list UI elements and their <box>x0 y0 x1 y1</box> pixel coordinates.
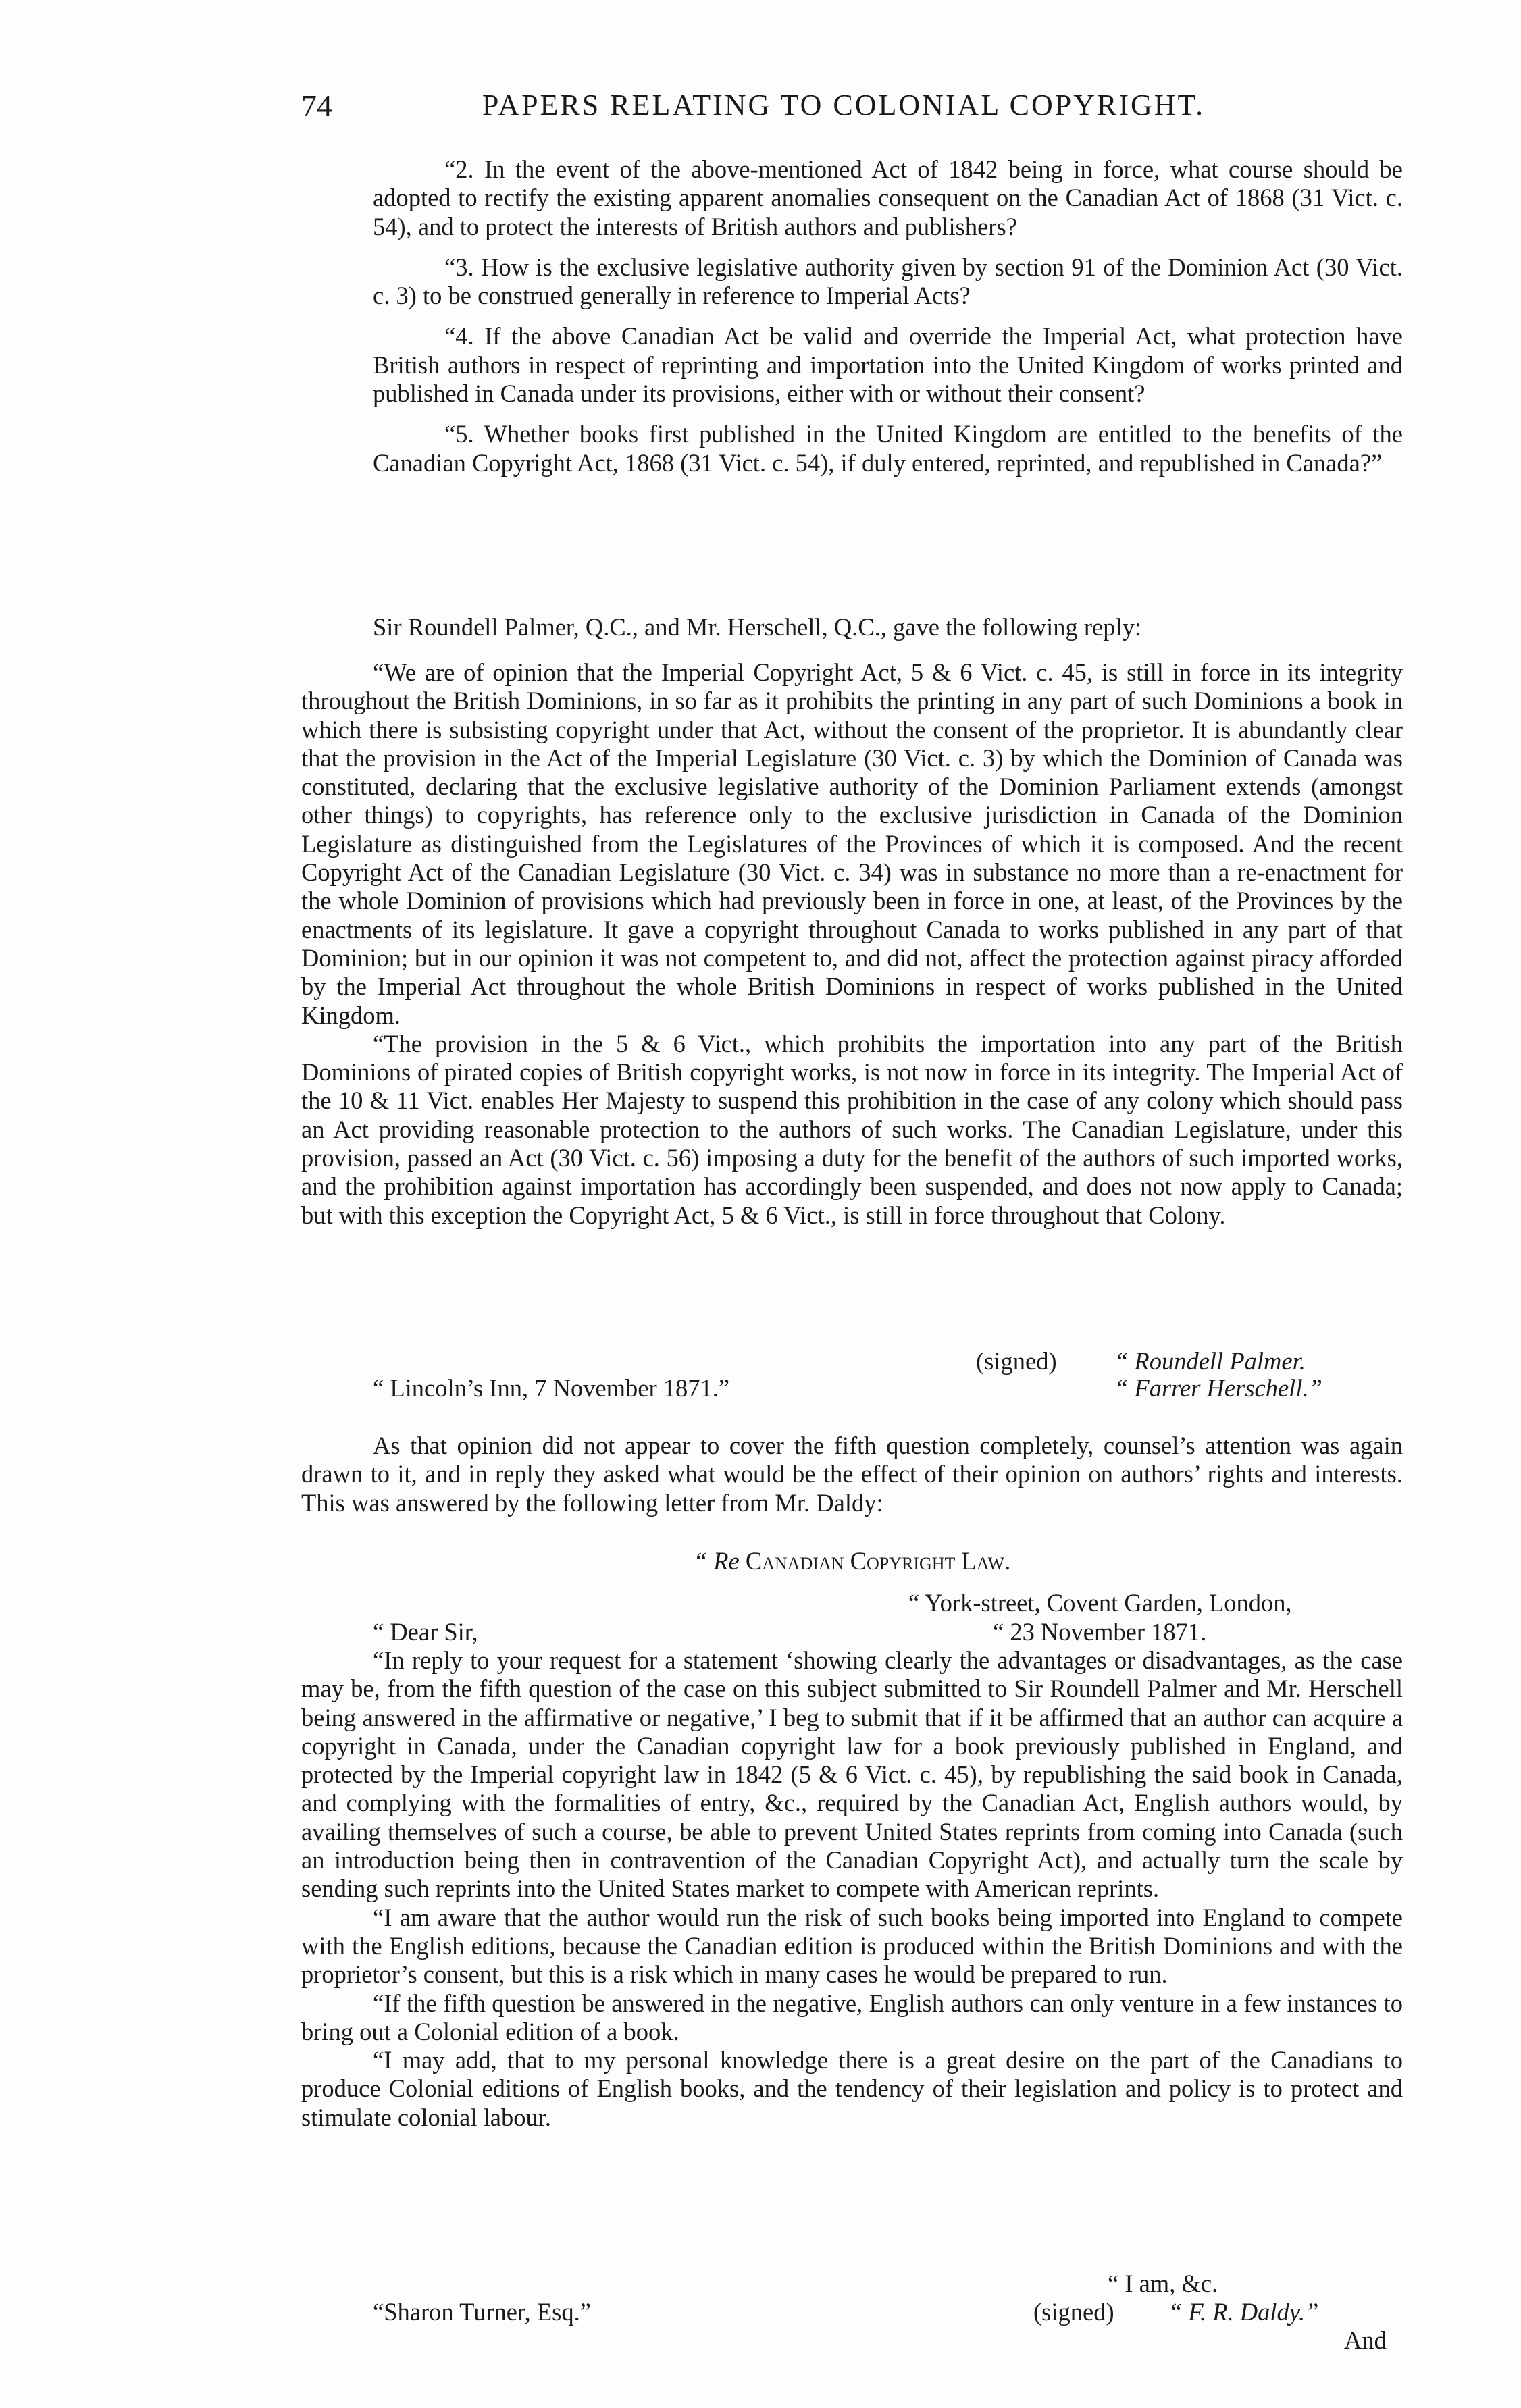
opinion-paragraph: “We are of opinion that the Imperial Copyright Act, 5 & 6 Vict. c. 45, is still in force in its integrity throughout the British Dominions, in so far as it prohibits the printing in any part of such Dominions a book in which there is subsisting copyright under that Act, without the consent of the proprietor. It is abundantly clear that the provision in the Act of the Imperial Legislature (30 Vict. c. 3) by which the Dominion of Canada was constituted, declaring that the exclusive legislative authority of the Dominion Parliament extends (amongst other things) to copyrights, has reference only to the exclusive jurisdiction in Canada of the Dominion Legislature as distinguished from the Legislatures of the Provinces of which it is composed. And the recent Copyright Act of the Canadian Legislature (30 Vict. c. 34) was in substance no more than a re-enactment for the whole Dominion of provisions which had previously been in force in one, at least, of the Provinces by the enactments of its legislature. It gave a copyright throughout Canada to works published in any part of that Dominion; but in our opinion it was not competent to, and did not, affect the protection against piracy afforded by the Imperial Act throughout the whole British Dominions in respect of works published in the United Kingdom. <box>301 658 1403 1029</box>
letter-paragraph: “If the fifth question be answered in the negative, English authors can only venture in a few instances to bring out a Colonial edition of a book. <box>301 1989 1403 2045</box>
running-title: PAPERS RELATING TO COLONIAL COPYRIGHT. <box>482 88 1206 122</box>
narrative-paragraph: As that opinion did not appear to cover the fifth question completely, counsel’s attention was again drawn to it, and in reply they asked what would be the effect of their opinion on authors’ rights and interests. This was answered by the following letter from Mr. Daldy: <box>301 1432 1403 1517</box>
intro-reply: Sir Roundell Palmer, Q.C., and Mr. Herschell, Q.C., gave the following reply: <box>373 613 1141 641</box>
signatory-herschell: “ Farrer Herschell.” <box>1114 1374 1322 1402</box>
catchword: And <box>1344 2326 1387 2354</box>
question-3: “3. How is the exclusive legislative authority given by section 91 of the Dominion Act (30 Vict. c. 3) to be construed generally in reference to Imperial Acts? <box>373 253 1403 310</box>
letter-body <box>301 1646 1403 2132</box>
letter-paragraph: “I am aware that the author would run the risk of such books being imported into England to compete with the English editions, because the Canadian edition is produced within the British Dominions and with the proprietor’s consent, but this is a risk which in many cases he would be prepared to run. <box>301 1903 1403 1989</box>
letter-heading-re: “ Re <box>693 1547 740 1575</box>
letter-closing: “ I am, &c. <box>1108 2270 1218 2297</box>
page-header <box>301 88 1386 135</box>
opinion-block <box>301 658 1403 1230</box>
questions-block <box>373 155 1403 477</box>
question-4: “4. If the above Canadian Act be valid and override the Imperial Act, what protection have British authors in respect of reprinting and importation into the United Kingdom of works printed and published in Canada under its provisions, either with or without their consent? <box>373 322 1403 408</box>
letter-address: “ York-street, Covent Garden, London, <box>908 1589 1292 1617</box>
letter-heading-title: Canadian Copyright Law. <box>745 1547 1011 1575</box>
letter-paragraph: “In reply to your request for a statement ‘showing clearly the advantages or disadvantages, as the case may be, from the fifth question of the case on this subject submitted to Sir Roundell Palmer and Mr. Herschell being answered in the affirmative or negative,’ I beg to submit that if it be affirmed that an author can acquire a copyright in Canada, under the Canadian copyright law for a book previously published in England, and protected by the Imperial copyright law in 1842 (5 & 6 Vict. c. 45), by republishing the said book in Canada, and complying with the formalities of entry, &c., required by the Canadian Act, English authors would, by availing themselves of such a course, be able to prevent United States reprints from coming into Canada (such an introduction being then in contravention of the Canadian Copyright Act), and actually turn the scale by sending such reprints into the United States market to compete with American reprints. <box>301 1646 1403 1903</box>
page-number: 74 <box>301 88 332 123</box>
letter-signer: “ F. R. Daldy.” <box>1168 2298 1319 2326</box>
question-2: “2. In the event of the above-mentioned Act of 1842 being in force, what course should be adopted to rectify the existing apparent anomalies consequent on the Canadian Act of 1868 (31 Vict. c. 54), and to protect the interests of British authors and publishers? <box>373 155 1403 240</box>
letter-signed-label: (signed) <box>1033 2298 1114 2326</box>
letter-addressee: “Sharon Turner, Esq.” <box>373 2298 591 2326</box>
letter-date: “ 23 November 1871. <box>993 1618 1207 1646</box>
letter-heading <box>301 1546 1403 1575</box>
letter-salutation: “ Dear Sir, <box>373 1618 478 1646</box>
opinion-paragraph: “The provision in the 5 & 6 Vict., which prohibits the importation into any part of the British Dominions of pirated copies of British copyright works, is not now in force in its integrity. The Imperial Act of the 10 & 11 Vict. enables Her Majesty to suspend this prohibition in the case of any colony which should pass an Act providing reasonable protection to the authors of such works. The Canadian Legislature, under this provision, passed an Act (30 Vict. c. 56) imposing a duty for the benefit of the authors of such imported works, and the prohibition against importation has accordingly been suspended, and does not now apply to Canada; but with this exception the Copyright Act, 5 & 6 Vict., is still in force throughout that Colony. <box>301 1029 1403 1229</box>
signatory-palmer: “ Roundell Palmer. <box>1114 1347 1306 1375</box>
question-5: “5. Whether books first published in the United Kingdom are entitled to the benefits of the Canadian Copyright Act, 1868 (31 Vict. c. 54), if duly entered, reprinted, and republished in Canada?” <box>373 420 1403 477</box>
signed-label: (signed) <box>976 1347 1057 1375</box>
letter-paragraph: “I may add, that to my personal knowledge there is a great desire on the part of the Canadians to produce Colonial editions of English books, and the tendency of their legislation and policy is to protect and stimulate colonial labour. <box>301 2046 1403 2131</box>
signature-place-date: “ Lincoln’s Inn, 7 November 1871.” <box>373 1374 730 1402</box>
